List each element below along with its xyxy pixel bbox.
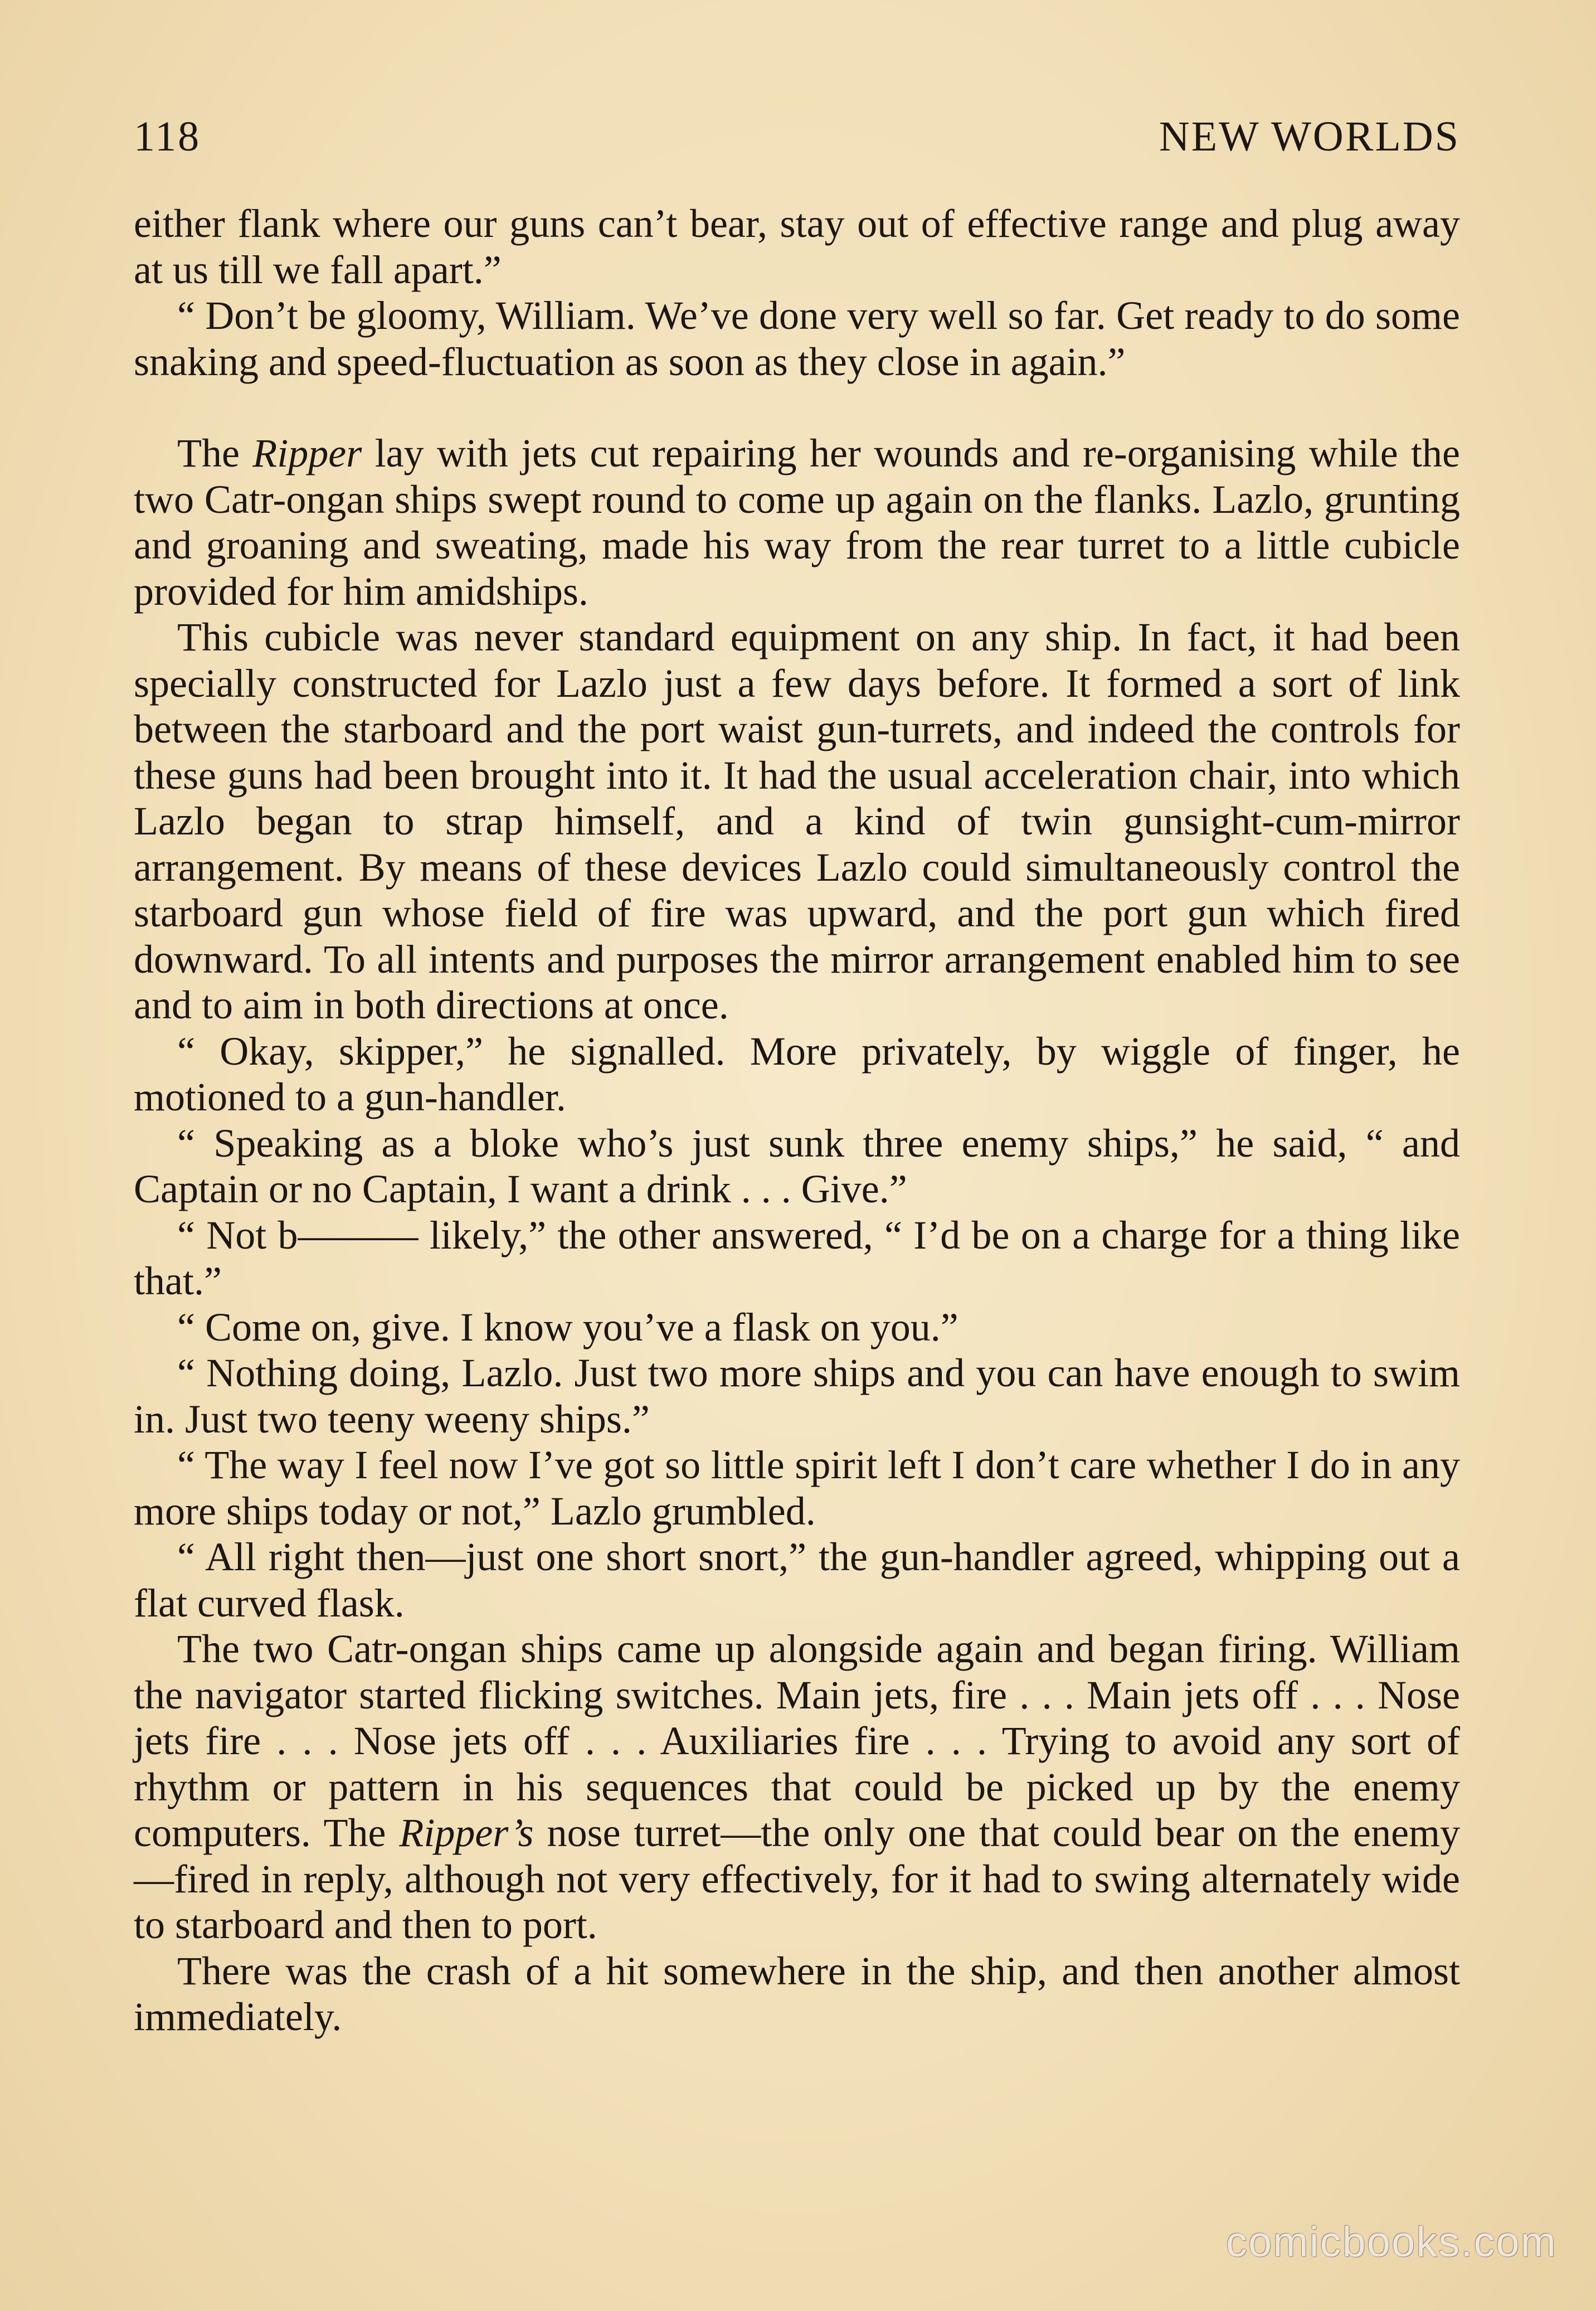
ship-name: Ripper <box>252 431 362 475</box>
paragraph-rest: lay with jets cut repairing her wounds and re-organising while the two Catr-ongan ships swept round to come up again on the flanks. Lazlo, grunting and groaning and sweating, made his way from the rear turret to a little cubicle provided for him amidships. <box>134 431 1461 614</box>
paragraph: “ Nothing doing, Lazlo. Just two more ships and you can have enough to swim in. Just two teeny weeny ships.” <box>134 1351 1460 1441</box>
paragraph-lead: The <box>177 431 240 475</box>
paragraph <box>134 430 1460 614</box>
watermark: comicbooks.com <box>1226 2218 1557 2266</box>
paragraph-rest: nose turret—the only one that could bear on the enemy—fired in reply, although not very effectively, for it had to swing alternately wide to starboard and then to port. <box>134 1810 1461 1947</box>
paragraph: “ Speaking as a bloke who’s just sunk three enemy ships,” he said, “ and Captain or no Captain, I want a drink . . . Give.” <box>134 1120 1460 1211</box>
running-header <box>134 106 1460 167</box>
paragraph: “ Don’t be gloomy, William. We’ve done very well so far. Get ready to do some snaking and speed-fluctuation as soon as they close in again.” <box>134 293 1460 384</box>
paragraph: “ Come on, give. I know you’ve a flask on you.” <box>177 1304 958 1349</box>
page-number: 118 <box>134 113 201 160</box>
paragraph: “ All right then—just one short snort,” the gun-handler agreed, whipping out a flat curved flask. <box>134 1535 1460 1625</box>
paragraph <box>134 1626 1460 1948</box>
paragraph-lead: The <box>323 1810 386 1855</box>
paragraph: “ Not b——— likely,” the other answered, “ I’d be on a charge for a thing like that.” <box>134 1212 1460 1303</box>
running-title: NEW WORLDS <box>1159 113 1460 160</box>
section-break <box>134 385 1460 430</box>
paragraph-part: The two Catr-ongan ships came up alongside again and began firing. William the navigator started flicking switches. Main jets, fire . . . Main jets off . . . Nose jets fire . . . Nose jets off . . . Auxiliaries fire . . . Trying to avoid any sort of rhythm or pattern in his sequences that could be picked up by the enemy computers. <box>134 1627 1460 1855</box>
paragraph: This cubicle was never standard equipment on any ship. In fact, it had been specially constructed for Lazlo just a few days before. It formed a sort of link between the starboard and the port waist gun-turrets, and indeed the controls for these guns had been brought into it. It had the usual acceleration chair, into which Lazlo began to strap himself, and a kind of twin gunsight-cum-mirror arrangement. By means of these devices Lazlo could simultaneously control the starboard gun whose field of fire was upward, and the port gun which fired downward. To all intents and purposes the mirror arrangement enabled him to see and to aim in both directions at once. <box>134 615 1460 1027</box>
ship-name: Ripper’s <box>399 1810 534 1855</box>
paragraph: There was the crash of a hit somewhere in the ship, and then another almost immediately. <box>134 1948 1460 2039</box>
paragraph: “ The way I feel now I’ve got so little spirit left I don’t care whether I do in any more ships today or not,” Lazlo grumbled. <box>134 1443 1460 1533</box>
paragraph: either flank where our guns can’t bear, stay out of effective range and plug away at us till we fall apart.” <box>134 201 1460 292</box>
body-text <box>134 201 1460 2040</box>
paragraph: “ Okay, skipper,” he signalled. More privately, by wiggle of finger, he motioned to a gun-handler. <box>134 1028 1460 1119</box>
